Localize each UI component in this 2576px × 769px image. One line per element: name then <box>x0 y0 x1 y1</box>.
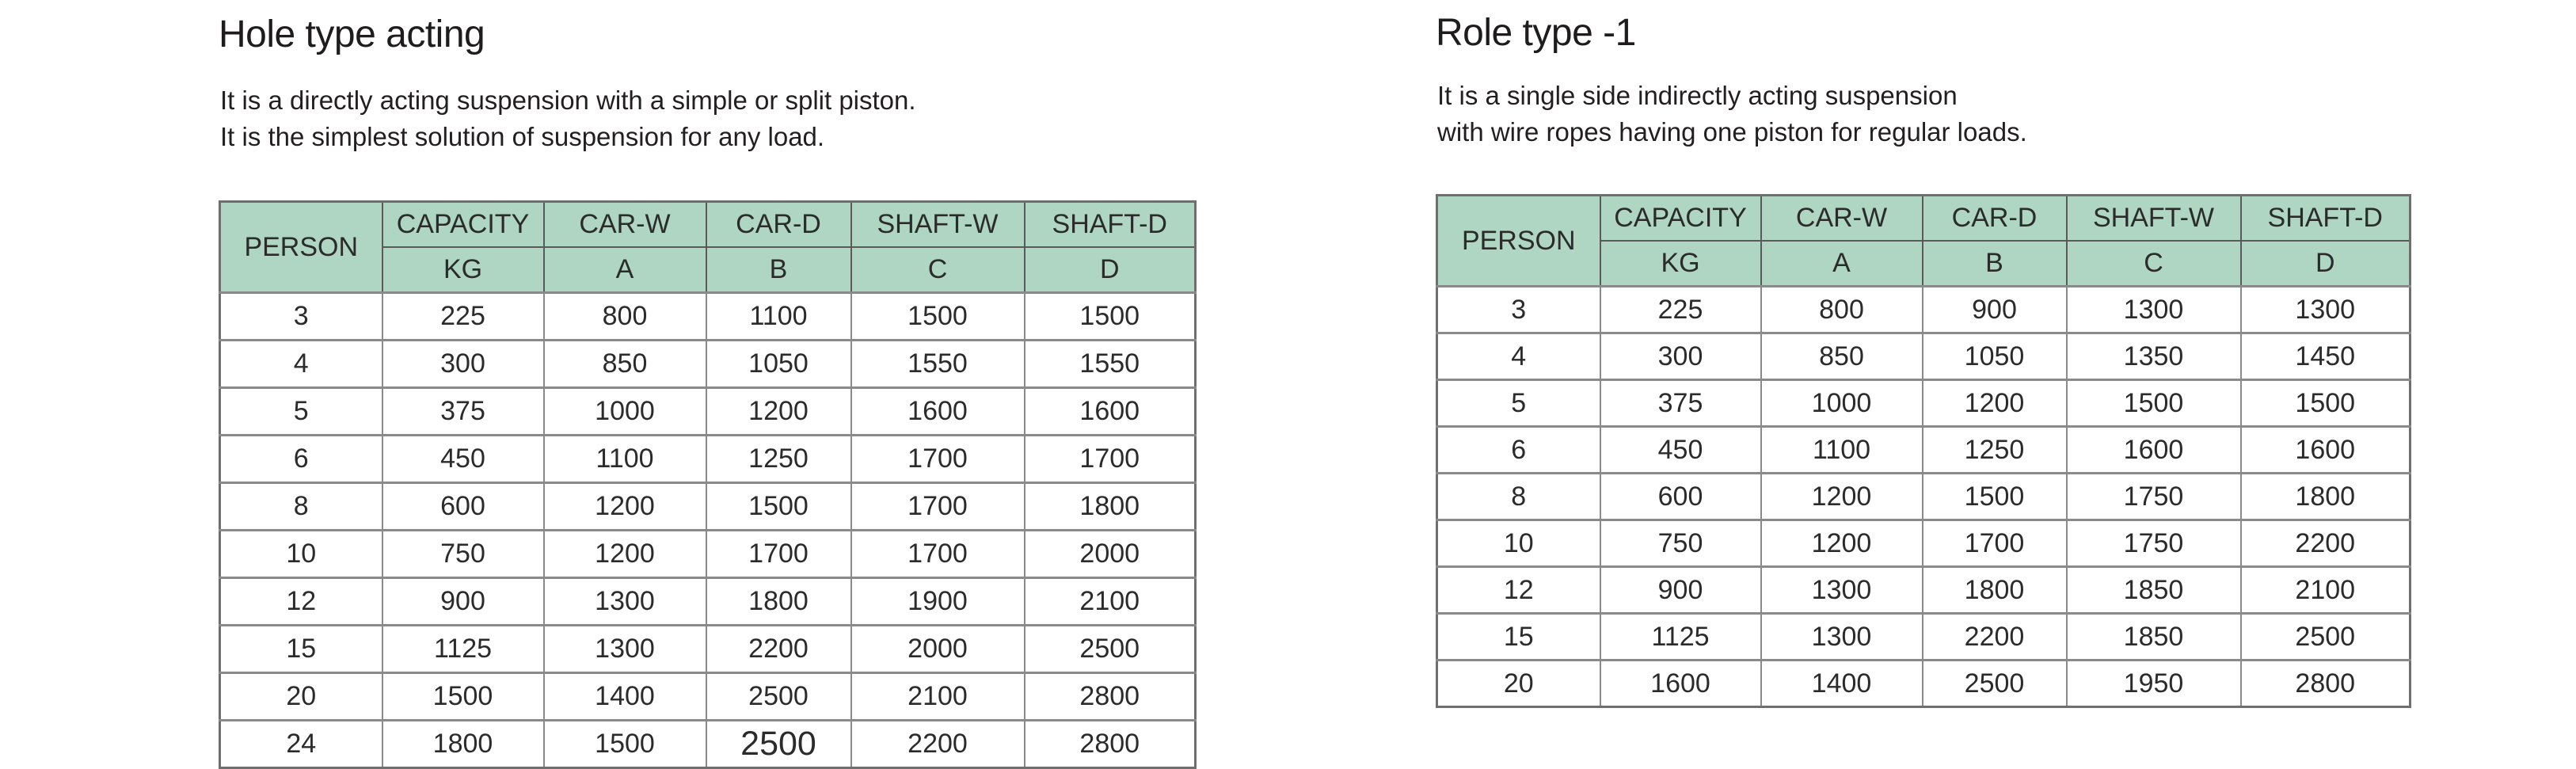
value-cell: 600 <box>1600 474 1761 520</box>
value-cell: 1700 <box>1923 520 2067 567</box>
table-row <box>220 626 1196 673</box>
value-cell: 850 <box>1761 333 1923 380</box>
value-cell: 1000 <box>544 388 706 436</box>
unit-header-cell: D <box>2241 241 2410 287</box>
value-cell: 1700 <box>851 531 1025 578</box>
person-cell: 12 <box>1437 567 1600 614</box>
unit-header-cell: B <box>1923 241 2067 287</box>
value-cell: 2200 <box>706 626 851 673</box>
value-cell: 225 <box>1600 287 1761 333</box>
value-cell: 1100 <box>544 436 706 483</box>
person-cell: 24 <box>220 721 382 768</box>
value-cell: 1100 <box>1761 427 1923 474</box>
description-line: It is a single side indirectly acting suspension <box>1437 81 1958 110</box>
description-line: It is the simplest solution of suspension for any load. <box>220 122 825 151</box>
column-header-cell: CAR-W <box>1761 196 1923 242</box>
table-row <box>220 388 1196 436</box>
person-cell: 4 <box>220 341 382 388</box>
unit-header-cell: A <box>544 247 706 293</box>
person-cell: 4 <box>1437 333 1600 380</box>
value-cell: 1400 <box>1761 661 1923 707</box>
section-title: Role type -1 <box>1436 12 1636 54</box>
value-cell: 1850 <box>2067 614 2241 661</box>
value-cell: 1200 <box>706 388 851 436</box>
value-cell: 850 <box>544 341 706 388</box>
value-cell: 450 <box>382 436 544 483</box>
description-line: with wire ropes having one piston for regular loads. <box>1437 117 2027 147</box>
value-cell: 1600 <box>1600 661 1761 707</box>
table-row <box>220 578 1196 626</box>
value-cell: 1500 <box>851 293 1025 341</box>
person-cell: 10 <box>1437 520 1600 567</box>
value-cell: 2500 <box>1923 661 2067 707</box>
value-cell: 900 <box>382 578 544 626</box>
value-cell: 1900 <box>851 578 1025 626</box>
column-header-cell: SHAFT-D <box>2241 196 2410 242</box>
value-cell: 1800 <box>706 578 851 626</box>
value-cell: 800 <box>544 293 706 341</box>
value-cell: 1500 <box>706 483 851 531</box>
value-cell: 1300 <box>1761 567 1923 614</box>
value-cell: 1950 <box>2067 661 2241 707</box>
value-cell: 2200 <box>1923 614 2067 661</box>
value-cell: 1200 <box>1923 380 2067 427</box>
person-cell: 12 <box>220 578 382 626</box>
value-cell: 1050 <box>1923 333 2067 380</box>
table-row <box>1437 474 2410 520</box>
value-cell: 2100 <box>2241 567 2410 614</box>
value-cell: 300 <box>1600 333 1761 380</box>
person-cell: 6 <box>1437 427 1600 474</box>
column-header-cell: SHAFT-W <box>851 202 1025 248</box>
column-header-cell: CAPACITY <box>1600 196 1761 242</box>
value-cell: 1600 <box>2067 427 2241 474</box>
value-cell: 1125 <box>382 626 544 673</box>
value-cell: 800 <box>1761 287 1923 333</box>
value-cell: 450 <box>1600 427 1761 474</box>
table-row <box>220 721 1196 768</box>
table-row <box>1437 661 2410 707</box>
value-cell: 1200 <box>544 483 706 531</box>
value-cell: 2800 <box>2241 661 2410 707</box>
value-cell: 1750 <box>2067 474 2241 520</box>
section-description <box>1437 78 2027 150</box>
column-header-cell: CAR-D <box>1923 196 2067 242</box>
value-cell: 1600 <box>2241 427 2410 474</box>
column-header-cell: CAPACITY <box>382 202 544 248</box>
table-row <box>1437 380 2410 427</box>
value-cell: 1125 <box>1600 614 1761 661</box>
value-cell: 1550 <box>851 341 1025 388</box>
person-cell: 3 <box>1437 287 1600 333</box>
column-header-cell: CAR-D <box>706 202 851 248</box>
value-cell: 1300 <box>2241 287 2410 333</box>
value-cell: 1400 <box>544 673 706 721</box>
value-cell: 1300 <box>544 626 706 673</box>
value-cell: 2100 <box>1025 578 1196 626</box>
value-cell: 1600 <box>851 388 1025 436</box>
value-cell: 750 <box>382 531 544 578</box>
value-cell: 375 <box>382 388 544 436</box>
header-row <box>220 202 1196 248</box>
unit-header-cell: A <box>1761 241 1923 287</box>
person-cell: 20 <box>1437 661 1600 707</box>
value-cell: 1300 <box>1761 614 1923 661</box>
value-cell: 1050 <box>706 341 851 388</box>
value-cell: 600 <box>382 483 544 531</box>
person-cell: 5 <box>1437 380 1600 427</box>
spec-table <box>219 200 1197 769</box>
value-cell: 900 <box>1600 567 1761 614</box>
person-cell: 15 <box>220 626 382 673</box>
value-cell: 1000 <box>1761 380 1923 427</box>
value-cell: 1500 <box>544 721 706 768</box>
table-row <box>220 341 1196 388</box>
value-cell: 1700 <box>851 483 1025 531</box>
column-header-cell: SHAFT-D <box>1025 202 1196 248</box>
value-cell: 1850 <box>2067 567 2241 614</box>
column-header-cell: SHAFT-W <box>2067 196 2241 242</box>
value-cell: 1550 <box>1025 341 1196 388</box>
section-description <box>220 82 916 155</box>
unit-header-cell: KG <box>382 247 544 293</box>
value-cell: 1200 <box>1761 520 1923 567</box>
table-row <box>1437 614 2410 661</box>
value-cell: 2000 <box>851 626 1025 673</box>
value-cell: 1500 <box>1923 474 2067 520</box>
table-row <box>1437 520 2410 567</box>
value-cell: 1500 <box>2067 380 2241 427</box>
value-cell: 225 <box>382 293 544 341</box>
value-cell: 1800 <box>1025 483 1196 531</box>
table-row <box>220 673 1196 721</box>
person-cell: 20 <box>220 673 382 721</box>
value-cell: 1500 <box>2241 380 2410 427</box>
value-cell: 750 <box>1600 520 1761 567</box>
value-cell: 300 <box>382 341 544 388</box>
value-cell: 1250 <box>1923 427 2067 474</box>
person-cell: 15 <box>1437 614 1600 661</box>
value-cell: 1700 <box>1025 436 1196 483</box>
value-cell: 1750 <box>2067 520 2241 567</box>
value-cell: 375 <box>1600 380 1761 427</box>
value-cell: 900 <box>1923 287 2067 333</box>
value-cell: 2500 <box>1025 626 1196 673</box>
person-header-cell: PERSON <box>220 202 382 293</box>
value-cell: 2200 <box>2241 520 2410 567</box>
spec-table <box>1436 194 2411 708</box>
person-cell: 8 <box>1437 474 1600 520</box>
person-cell: 10 <box>220 531 382 578</box>
person-cell: 6 <box>220 436 382 483</box>
value-cell: 1700 <box>706 531 851 578</box>
person-header-cell: PERSON <box>1437 196 1600 287</box>
value-cell: 2500 <box>706 721 851 768</box>
value-cell: 1450 <box>2241 333 2410 380</box>
header-row <box>1437 196 2410 242</box>
value-cell: 2200 <box>851 721 1025 768</box>
value-cell: 2100 <box>851 673 1025 721</box>
value-cell: 1500 <box>1025 293 1196 341</box>
unit-header-cell: KG <box>1600 241 1761 287</box>
column-header-cell: CAR-W <box>544 202 706 248</box>
value-cell: 1300 <box>2067 287 2241 333</box>
table-row <box>1437 287 2410 333</box>
value-cell: 1800 <box>2241 474 2410 520</box>
description-line: It is a directly acting suspension with a simple or split piston. <box>220 86 916 115</box>
value-cell: 1500 <box>382 673 544 721</box>
person-cell: 3 <box>220 293 382 341</box>
table-row <box>1437 567 2410 614</box>
value-cell: 1200 <box>1761 474 1923 520</box>
table-row <box>1437 333 2410 380</box>
table-row <box>220 483 1196 531</box>
value-cell: 1200 <box>544 531 706 578</box>
unit-header-cell: C <box>851 247 1025 293</box>
section-title: Hole type acting <box>219 13 485 55</box>
unit-header-cell: C <box>2067 241 2241 287</box>
value-cell: 2800 <box>1025 721 1196 768</box>
table-row <box>220 293 1196 341</box>
unit-header-cell: D <box>1025 247 1196 293</box>
value-cell: 2500 <box>2241 614 2410 661</box>
value-cell: 1350 <box>2067 333 2241 380</box>
value-cell: 1800 <box>382 721 544 768</box>
person-cell: 8 <box>220 483 382 531</box>
table-row <box>220 436 1196 483</box>
person-cell: 5 <box>220 388 382 436</box>
value-cell: 2800 <box>1025 673 1196 721</box>
table-row <box>1437 427 2410 474</box>
value-cell: 1300 <box>544 578 706 626</box>
unit-header-cell: B <box>706 247 851 293</box>
value-cell: 1700 <box>851 436 1025 483</box>
value-cell: 2500 <box>706 673 851 721</box>
value-cell: 1100 <box>706 293 851 341</box>
value-cell: 2000 <box>1025 531 1196 578</box>
value-cell: 1800 <box>1923 567 2067 614</box>
table-row <box>220 531 1196 578</box>
value-cell: 1600 <box>1025 388 1196 436</box>
value-cell: 1250 <box>706 436 851 483</box>
